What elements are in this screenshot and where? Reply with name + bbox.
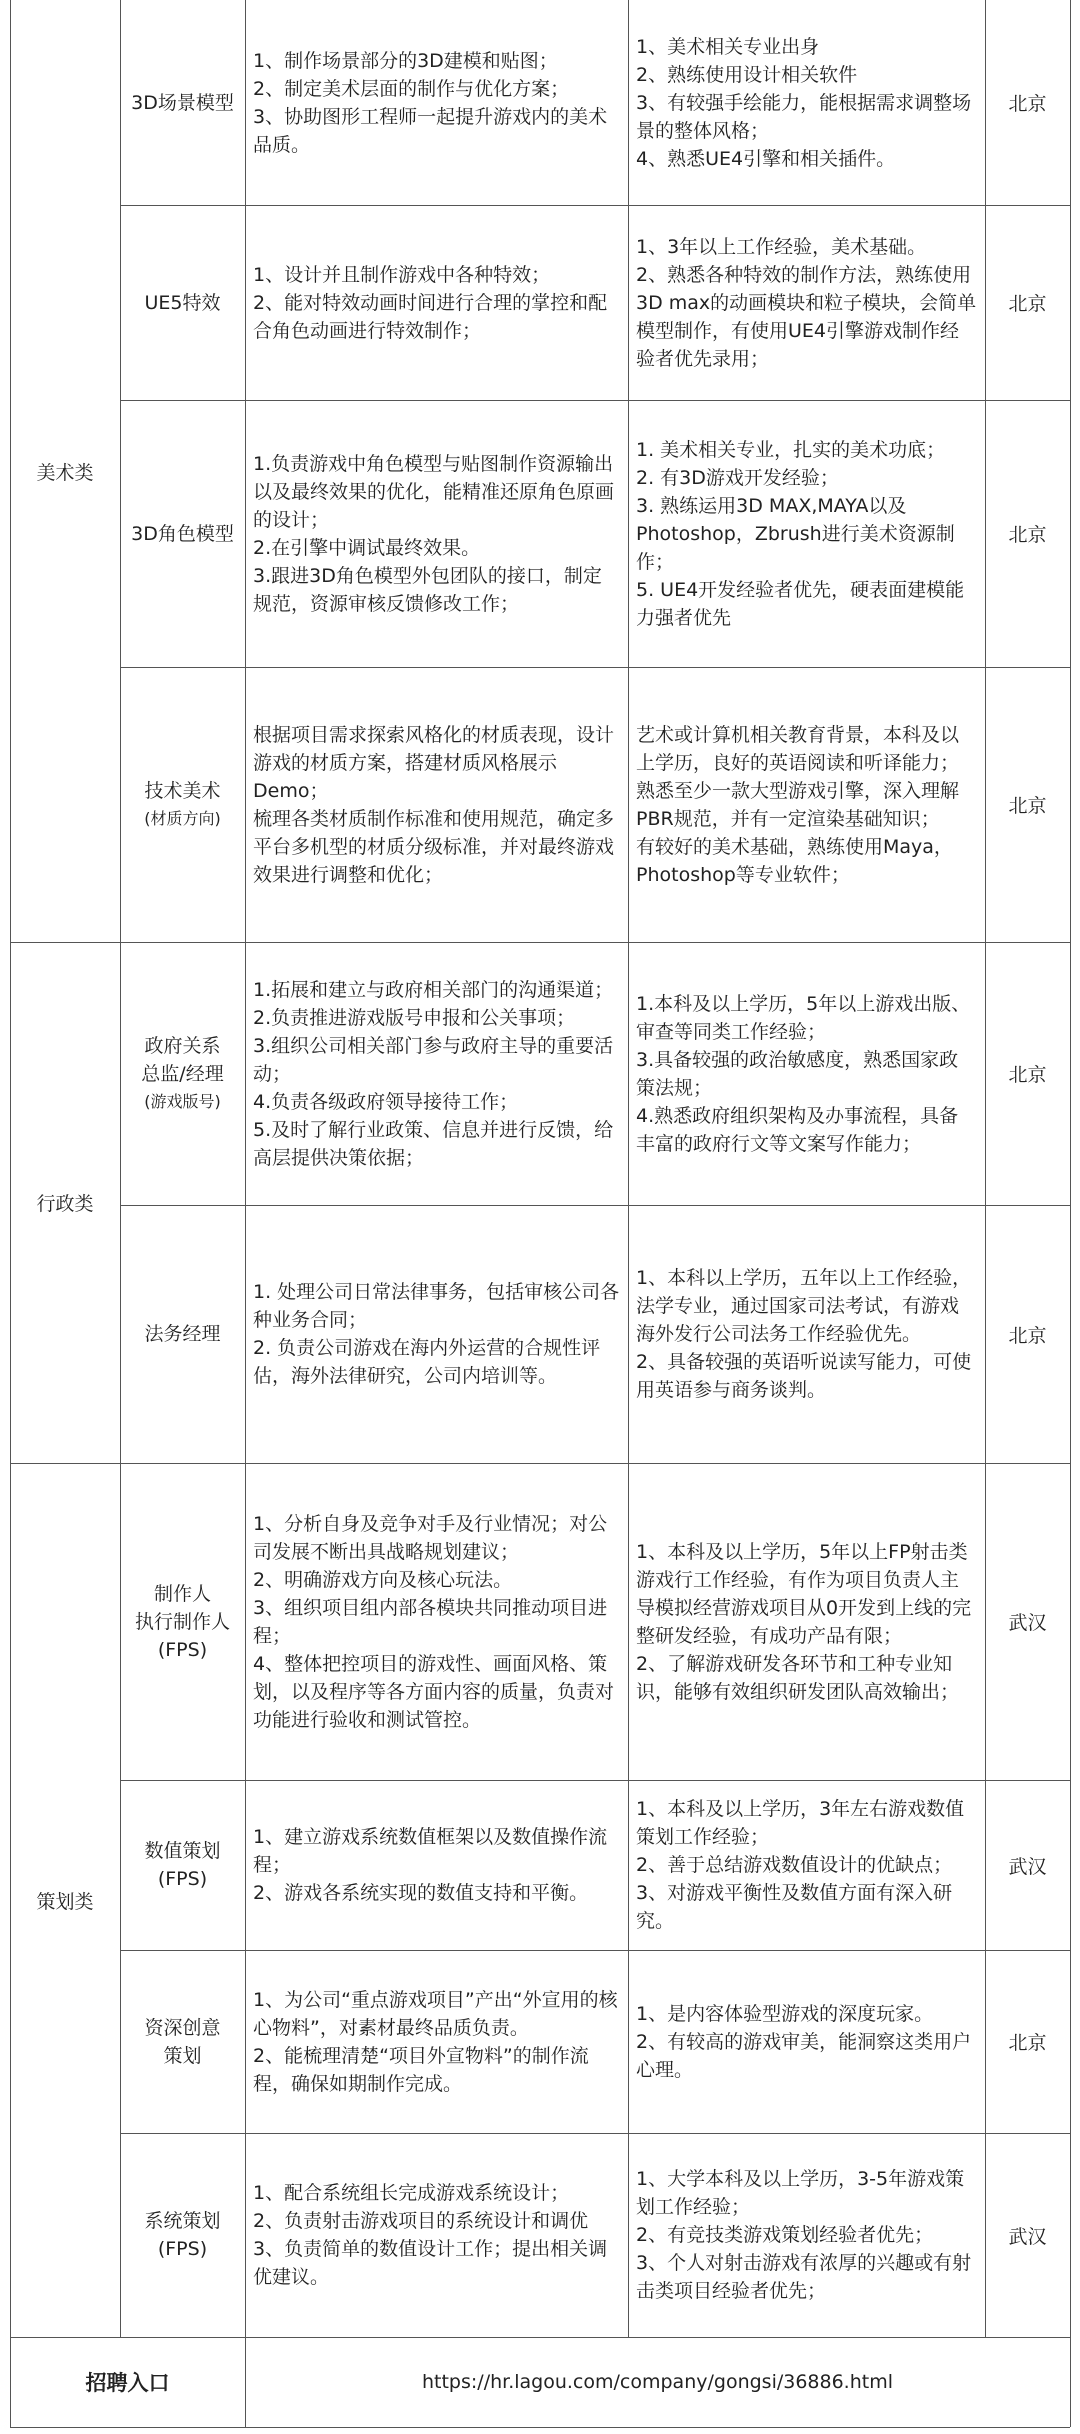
city-cell [985,1780,1070,1950]
grid-line [120,205,1070,206]
grid-line [1070,0,1071,2427]
grid-line [120,1950,1070,1951]
position-cell [120,942,245,1205]
duties-text: 1、配合系统组长完成游戏系统设计； 2、负责射击游戏项目的系统设计和调优 3、负责简单的数值设计工作；提出相关调优建议。 [253,2182,608,2288]
position-title: 政府关系 总监/经理 [141,1034,224,1085]
city-cell [985,1950,1070,2133]
position-title: 3D角色模型 [131,522,234,545]
requirements-cell [628,1463,985,1780]
duties-text: 1、制作场景部分的3D建模和贴图； 2、制定美术层面的制作与优化方案； 3、协助图形工程师一起提升游戏内的美术品质。 [253,49,608,156]
grid-line [10,1463,1070,1464]
position-subtitle: (游戏版号) [144,1091,221,1111]
requirements-cell [628,1780,985,1950]
duties-cell [245,0,628,205]
city-cell [985,400,1070,667]
position-cell [120,1950,245,2133]
duties-cell [245,942,628,1205]
position-title: 制作人 执行制作人 (FPS) [134,1582,230,1661]
position-cell [120,0,245,205]
duties-cell [245,667,628,942]
position-title: 3D场景模型 [131,91,234,114]
duties-cell [245,1950,628,2133]
city-text: 北京 [1008,524,1047,546]
duties-cell [245,1463,628,1780]
city-cell [985,942,1070,1205]
requirements-text: 1.本科及以上学历，5年以上游戏出版、审查等同类工作经验； 3.具备较强的政治敏感度，熟悉国家政策法规； 4.熟悉政府组织架构及办事流程，具备丰富的政府行文等文案写作能力； [636,992,971,1155]
requirements-text: 1、美术相关专业出身 2、熟练使用设计相关软件 3、有较强手绘能力，能根据需求调整场景的整体风格； 4、熟悉UE4引擎和相关插件。 [636,35,972,170]
duties-text: 根据项目需求探索风格化的材质表现，设计游戏的材质方案，搭建材质风格展示Demo； 梳理各类材质制作标准和使用规范，确定多平台多机型的材质分级标准，并对最终游戏效果进行调整和优化； [253,723,615,886]
duties-cell [245,400,628,667]
requirements-cell [628,205,985,400]
grid-line [10,2337,1070,2338]
category-art [10,0,120,942]
position-title: UE5特效 [144,291,221,314]
city-cell [985,1463,1070,1780]
position-title: 数值策划 (FPS) [144,1840,221,1890]
duties-text: 1、建立游戏系统数值框架以及数值操作流程； 2、游戏各系统实现的数值支持和平衡。 [253,1826,608,1904]
city-text: 北京 [1008,293,1047,315]
city-text: 武汉 [1008,1855,1047,1878]
grid-line [985,0,986,2337]
apply-entry-url[interactable] [245,2337,1070,2427]
position-cell [120,1205,245,1463]
city-text: 北京 [1008,93,1047,115]
duties-cell [245,205,628,400]
city-text: 北京 [1008,1064,1047,1086]
grid-line [120,1780,1070,1781]
city-text: 北京 [1008,795,1047,817]
city-text: 武汉 [1008,1612,1047,1634]
category-admin-label: 行政类 [36,1193,94,1215]
position-subtitle: (材质方向) [144,808,221,828]
city-cell [985,1205,1070,1463]
position-cell [120,667,245,942]
requirements-cell [628,1950,985,2133]
grid-line [120,667,1070,668]
duties-text: 1、设计并且制作游戏中各种特效； 2、能对特效动画时间进行合理的掌控和配合角色动画进行特效制作； [253,263,608,342]
position-cell [120,400,245,667]
requirements-text: 1、3年以上工作经验，美术基础。 2、熟悉各种特效的制作方法，熟练使用3D max的动画模块和粒子模块，会简单模型制作，有使用UE4引擎游戏制作经验者优先录用； [636,235,977,370]
position-title: 资深创意 策划 [144,2016,221,2067]
category-admin [10,942,120,1463]
requirements-text: 1、本科及以上学历，3年左右游戏数值策划工作经验； 2、善于总结游戏数值设计的优缺点； 3、对游戏平衡性及数值方面有深入研究。 [636,1798,965,1932]
requirements-cell [628,667,985,942]
position-title: 技术美术 [144,779,221,802]
position-title: 系统策划 (FPS) [144,2210,221,2260]
city-text: 北京 [1008,2032,1047,2054]
grid-line [245,0,246,2427]
apply-entry-url-text[interactable]: https://hr.lagou.com/company/gongsi/36886.html [421,2371,894,2393]
requirements-text: 1、本科及以上学历，5年以上FP射击类游戏行工作经验，有作为项目负责人主导模拟经营游戏项目从0开发到上线的完整研发经验，有成功产品有限； 2、了解游戏研发各环节和工种专业知识，能够有效组织研发团队高效输出； [636,1540,972,1703]
city-text: 北京 [1008,1324,1047,1347]
duties-text: 1. 处理公司日常法律事务，包括审核公司各种业务合同； 2. 负责公司游戏在海内外运营的合规性评估，海外法律研究，公司内培训等。 [253,1281,620,1387]
city-text: 武汉 [1008,2225,1047,2248]
apply-entry-label-text: 招聘入口 [85,2371,170,2395]
grid-line [10,0,11,2427]
city-cell [985,2133,1070,2337]
position-cell [120,1780,245,1950]
requirements-cell [628,942,985,1205]
grid-line [120,1205,1070,1206]
requirements-cell [628,400,985,667]
requirements-text: 1. 美术相关专业，扎实的美术功底； 2. 有3D游戏开发经验； 3. 熟练运用3D MAX,MAYA以及Photoshop，Zbrush进行美术资源制作； 5. UE4开发经验者优先，硬表面建模能力强者优先 [636,438,965,629]
duties-cell [245,1780,628,1950]
grid-line [10,942,1070,943]
grid-line [120,0,121,2337]
requirements-cell [628,2133,985,2337]
position-cell [120,1463,245,1780]
duties-text: 1.负责游戏中角色模型与贴图制作资源输出以及最终效果的优化，能精准还原角色原画的设计； 2.在引擎中调试最终效果。 3.跟进3D角色模型外包团队的接口，制定规范，资源审核反馈修改工作； [253,452,615,615]
category-planning-label: 策划类 [36,1890,94,1913]
duties-text: 1、分析自身及竞争对手及行业情况；对公司发展不断出具战略规划建议； 2、明确游戏方向及核心玩法。 3、组织项目组内部各模块共同推动项目进程； 4、整体把控项目的游戏性、画面风格、策划，以及程序等各方面内容的质量，负责对功能进行验收和测试管控。 [253,1512,615,1731]
city-cell [985,667,1070,942]
duties-cell [245,2133,628,2337]
duties-cell [245,1205,628,1463]
grid-line [120,2133,1070,2134]
position-title: 法务经理 [144,1323,221,1345]
grid-line [628,0,629,2337]
apply-entry-label [10,2337,245,2427]
requirements-text: 1、大学本科及以上学历，3-5年游戏策划工作经验； 2、有竞技类游戏策划经验者优先； 3、个人对射击游戏有浓厚的兴趣或有射击类项目经验者优先； [636,2168,972,2302]
city-cell [985,0,1070,205]
position-cell [120,205,245,400]
grid-line [10,2427,1070,2428]
requirements-text: 1、本科以上学历，五年以上工作经验，法学专业，通过国家司法考试，有游戏海外发行公司法务工作经验优先。 2、具备较强的英语听说读写能力，可使用英语参与商务谈判。 [636,1267,972,1401]
category-art-label: 美术类 [36,461,94,484]
requirements-cell [628,0,985,205]
requirements-text: 1、是内容体验型游戏的深度玩家。 2、有较高的游戏审美，能洞察这类用户心理。 [636,2002,972,2081]
grid-line [120,400,1070,401]
requirements-text: 艺术或计算机相关教育背景，本科及以上学历，良好的英语阅读和听译能力； 熟悉至少一款大型游戏引擎，深入理解PBR规范，并有一定渲染基础知识； 有较好的美术基础，熟练使用Maya，Photoshop等专业软件； [636,723,960,886]
requirements-cell [628,1205,985,1463]
duties-text: 1、为公司“重点游戏项目”产出“外宣用的核心物料”，对素材最终品质负责。 2、能梳理清楚“项目外宣物料”的制作流程，确保如期制作完成。 [253,1988,618,2095]
category-planning [10,1463,120,2337]
duties-text: 1.拓展和建立与政府相关部门的沟通渠道； 2.负责推进游戏版号申报和公关事项； 3.组织公司相关部门参与政府主导的重要活动； 4.负责各级政府领导接待工作； 5.及时了解行业政策、信息并进行反馈，给高层提供决策依据； [253,978,614,1169]
city-cell [985,205,1070,400]
position-cell [120,2133,245,2337]
